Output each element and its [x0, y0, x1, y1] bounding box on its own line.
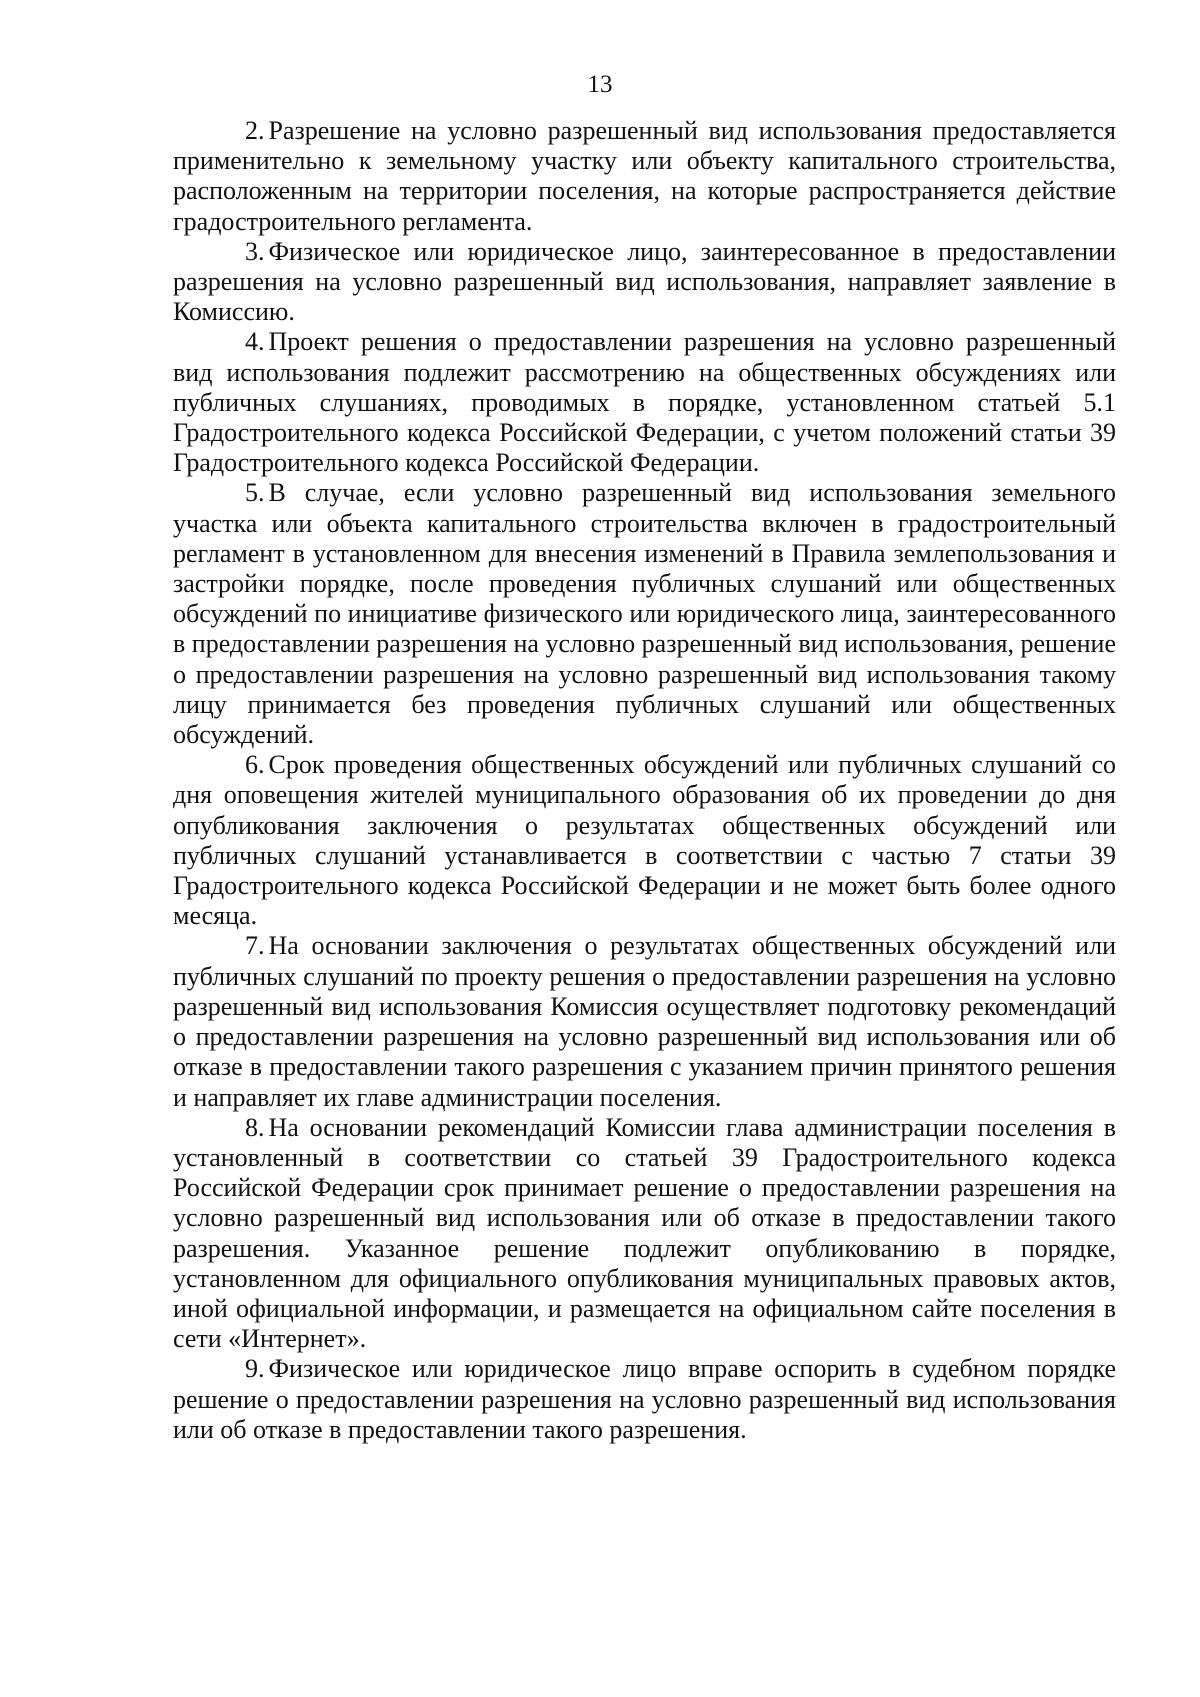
paragraph-text: В случае, если условно разрешенный вид использования земельного участка или объекта капитального строительства включен в градостроительный регламент в установленном для внесения изменений в Правила землепользования и застройки порядке, после проведения публичных слушаний или общественных обсуждений по инициативе физического или юридического лица, заинтересованного в предоставлении разрешения на условно разрешенный вид использования, решение о предоставлении разрешения на условно разрешенный вид использования такому лицу принимается без проведения публичных слушаний или общественных обсуждений.	[173, 478, 1116, 750]
paragraph-5	[173, 478, 1116, 750]
paragraph-number: 6.	[245, 750, 265, 780]
paragraph-text: На основании заключения о результатах общественных обсуждений или публичных слушаний по проекту решения о предоставлении разрешения на условно разрешенный вид использования Комиссия осуществляет подготовку рекомендаций о предоставлении разрешения на условно разрешенный вид использования или об отказе в предоставлении такого разрешения с указанием причин принятого решения и направляет их главе администрации поселения.	[173, 931, 1116, 1112]
paragraph-6	[173, 750, 1116, 931]
paragraph-4	[173, 327, 1116, 478]
page-number: 13	[587, 71, 613, 98]
paragraph-number: 5.	[245, 478, 265, 508]
paragraph-number: 7.	[245, 931, 265, 961]
paragraph-2	[173, 116, 1116, 237]
paragraph-text: Физическое или юридическое лицо, заинтересованное в предоставлении разрешения на условно разрешенный вид использования, направляет заявление в Комиссию.	[173, 236, 1116, 327]
paragraph-number: 8.	[245, 1112, 265, 1142]
paragraph-text: Разрешение на условно разрешенный вид использования предоставляется применительно к земельному участку или объекту капитального строительства, расположенным на территории поселения, на которые распространяется действие градостроительного регламента.	[173, 116, 1116, 236]
paragraph-8	[173, 1113, 1116, 1355]
paragraph-text: Проект решения о предоставлении разрешения на условно разрешенный вид использования подлежит рассмотрению на общественных обсуждениях или публичных слушаниях, проводимых в порядке, установленном статьей 5.1 Градостроительного кодекса Российской Федерации, с учетом положений статьи 39 Градостроительного кодекса Российской Федерации.	[173, 327, 1116, 478]
paragraph-number: 3.	[245, 236, 265, 266]
paragraph-number: 2.	[245, 116, 265, 145]
paragraph-text: Физическое или юридическое лицо вправе оспорить в судебном порядке решение о предоставлении разрешения на условно разрешенный вид использования или об отказе в предоставлении такого разрешения.	[173, 1354, 1116, 1444]
paragraph-7	[173, 931, 1116, 1112]
paragraph-number: 4.	[245, 327, 265, 357]
paragraph-number: 9.	[245, 1354, 265, 1384]
paragraph-text: На основании рекомендаций Комиссии глава администрации поселения в установленный в соответствии со статьей 39 Градостроительного кодекса Российской Федерации срок принимает решение о предоставлении разрешения на условно разрешенный вид использования или об отказе в предоставлении такого разрешения. Указанное решение подлежит опубликованию в порядке, установленном для официального опубликования муниципальных правовых актов, иной официальной информации, и размещается на официальном сайте поселения в сети «Интернет».	[173, 1112, 1116, 1354]
paragraph-text: Срок проведения общественных обсуждений или публичных слушаний со дня оповещения жителей муниципального образования об их проведении до дня опубликования заключения о результатах общественных обсуждений или публичных слушаний устанавливается в соответствии с частью 7 статьи 39 Градостроительного кодекса Российской Федерации и не может быть более одного месяца.	[173, 750, 1116, 931]
paragraph-9	[173, 1354, 1116, 1445]
paragraph-3	[173, 237, 1116, 328]
document-body	[173, 116, 1116, 1445]
